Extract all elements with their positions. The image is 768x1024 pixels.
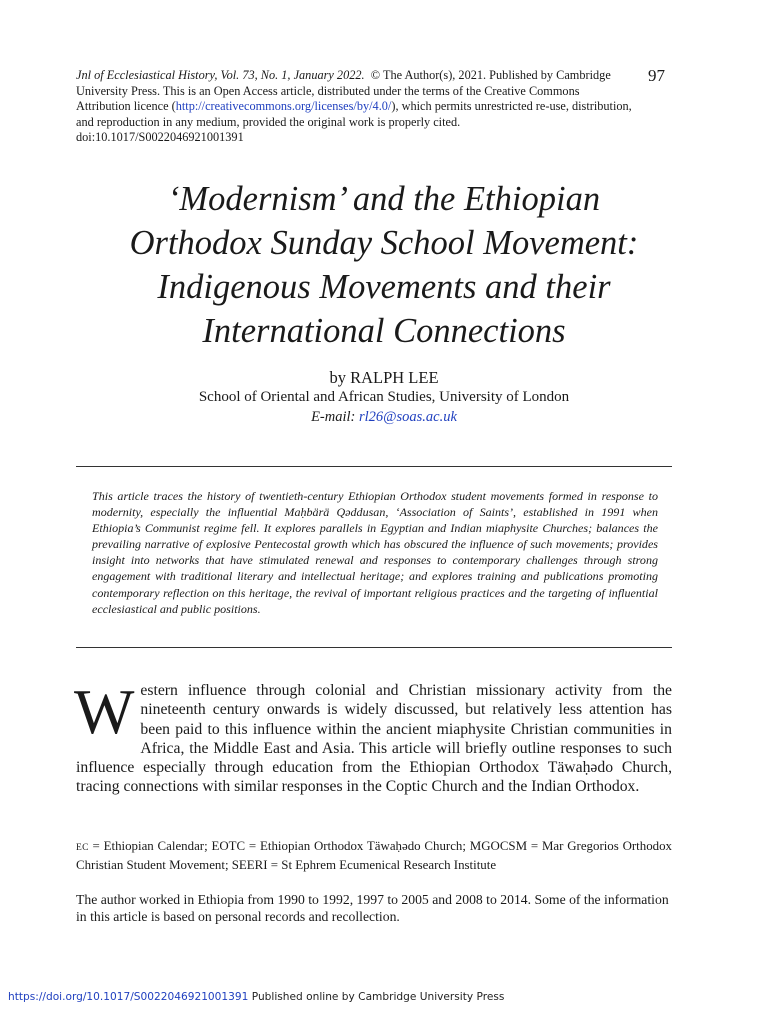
journal-citation: Jnl of Ecclesiastical History, Vol. 73, No. 1, January 2022. — [76, 68, 365, 82]
footer-published-text: Published online by Cambridge University Press — [248, 991, 505, 1003]
abstract-bottom-rule — [76, 647, 672, 648]
footer-doi-link[interactable]: https://doi.org/10.1017/S0022046921001391 — [8, 991, 249, 1003]
abbrev-ec: EC — [76, 843, 89, 853]
body-text: estern influence through colonial and Christian missionary activity from the nineteenth century onwards is widely discussed, but relatively less attention has been paid to this influence within the ancient miaphysite Christian communities in Africa, the Middle East and Asia. This article will briefly outline responses to such influence especially through education from the Ethiopian Orthodox Täwaḥədo Church, tracing connections with similar responses in the Coptic Church and the Indian Orthodox. — [76, 682, 672, 796]
drop-cap: W — [74, 676, 135, 747]
license-text-end: ), which permits unrestricted re-use, distribution, and reproduction in any medium, provided the original work is properly cited. — [76, 99, 632, 129]
abstract: This article traces the history of twentieth-century Ethiopian Orthodox student movements formed in response to modernity, especially the influential Maḥbärä Qəddusan, ‘Association of Saints’, established in 1991 when Ethiopia’s Communist regime fell. It explores parallels in Egyptian and Indian miaphysite Churches; balances the prevailing narrative of explosive Pentecostal growth which has obscured the influence of such movements; provides insight into networks that have stimulated renewal and responses to contemporary challenges through strong engagement with traditional literary and intellectual heritage; and explores training and publications promoting contemporary reflection on this heritage, the revival of important religious practices and the targeting of influential ecclesiastical and public positions. — [92, 489, 658, 616]
author-byline: by RALPH LEE — [329, 368, 439, 387]
author-email-line — [0, 409, 768, 426]
title-line: International Connections — [202, 312, 566, 350]
author-footnote: The author worked in Ethiopia from 1990 to 1992, 1997 to 2005 and 2008 to 2014. Some of the information in this article is based on personal records and recollection. — [76, 892, 669, 924]
abbreviations-footnote — [76, 838, 672, 874]
body-paragraph — [74, 676, 672, 797]
abstract-top-rule — [76, 466, 672, 467]
title-line: Orthodox Sunday School Movement: — [129, 224, 639, 262]
license-text: © The Author(s), 2021. Published by Cambridge University Press. This is an Open Access article, distributed under the terms of the Creative Commons Attribution licence ( — [76, 68, 611, 114]
abbrev-list: = Ethiopian Calendar; EOTC = Ethiopian Orthodox Täwaḥədo Church; MGOCSM = Mar Gregorios Orthodox Christian Student Movement; SEERI = St Ephrem Ecumenical Research Institute — [76, 839, 672, 872]
license-link[interactable]: http://creativecommons.org/licenses/by/4.0/ — [175, 99, 392, 114]
email-link[interactable]: rl26@soas.ac.uk — [359, 409, 457, 425]
title-line: Indigenous Movements and their — [157, 268, 611, 306]
title-line: ‘Modernism’ and the Ethiopian — [167, 180, 601, 218]
email-label: E-mail: — [311, 409, 356, 425]
journal-header — [76, 68, 636, 146]
article-title — [60, 177, 708, 353]
footer-bar — [0, 988, 768, 1006]
article-doi: doi:10.1017/S0022046921001391 — [76, 130, 244, 145]
author-affiliation: School of Oriental and African Studies, University of London — [198, 389, 570, 405]
page-number: 97 — [648, 66, 665, 85]
